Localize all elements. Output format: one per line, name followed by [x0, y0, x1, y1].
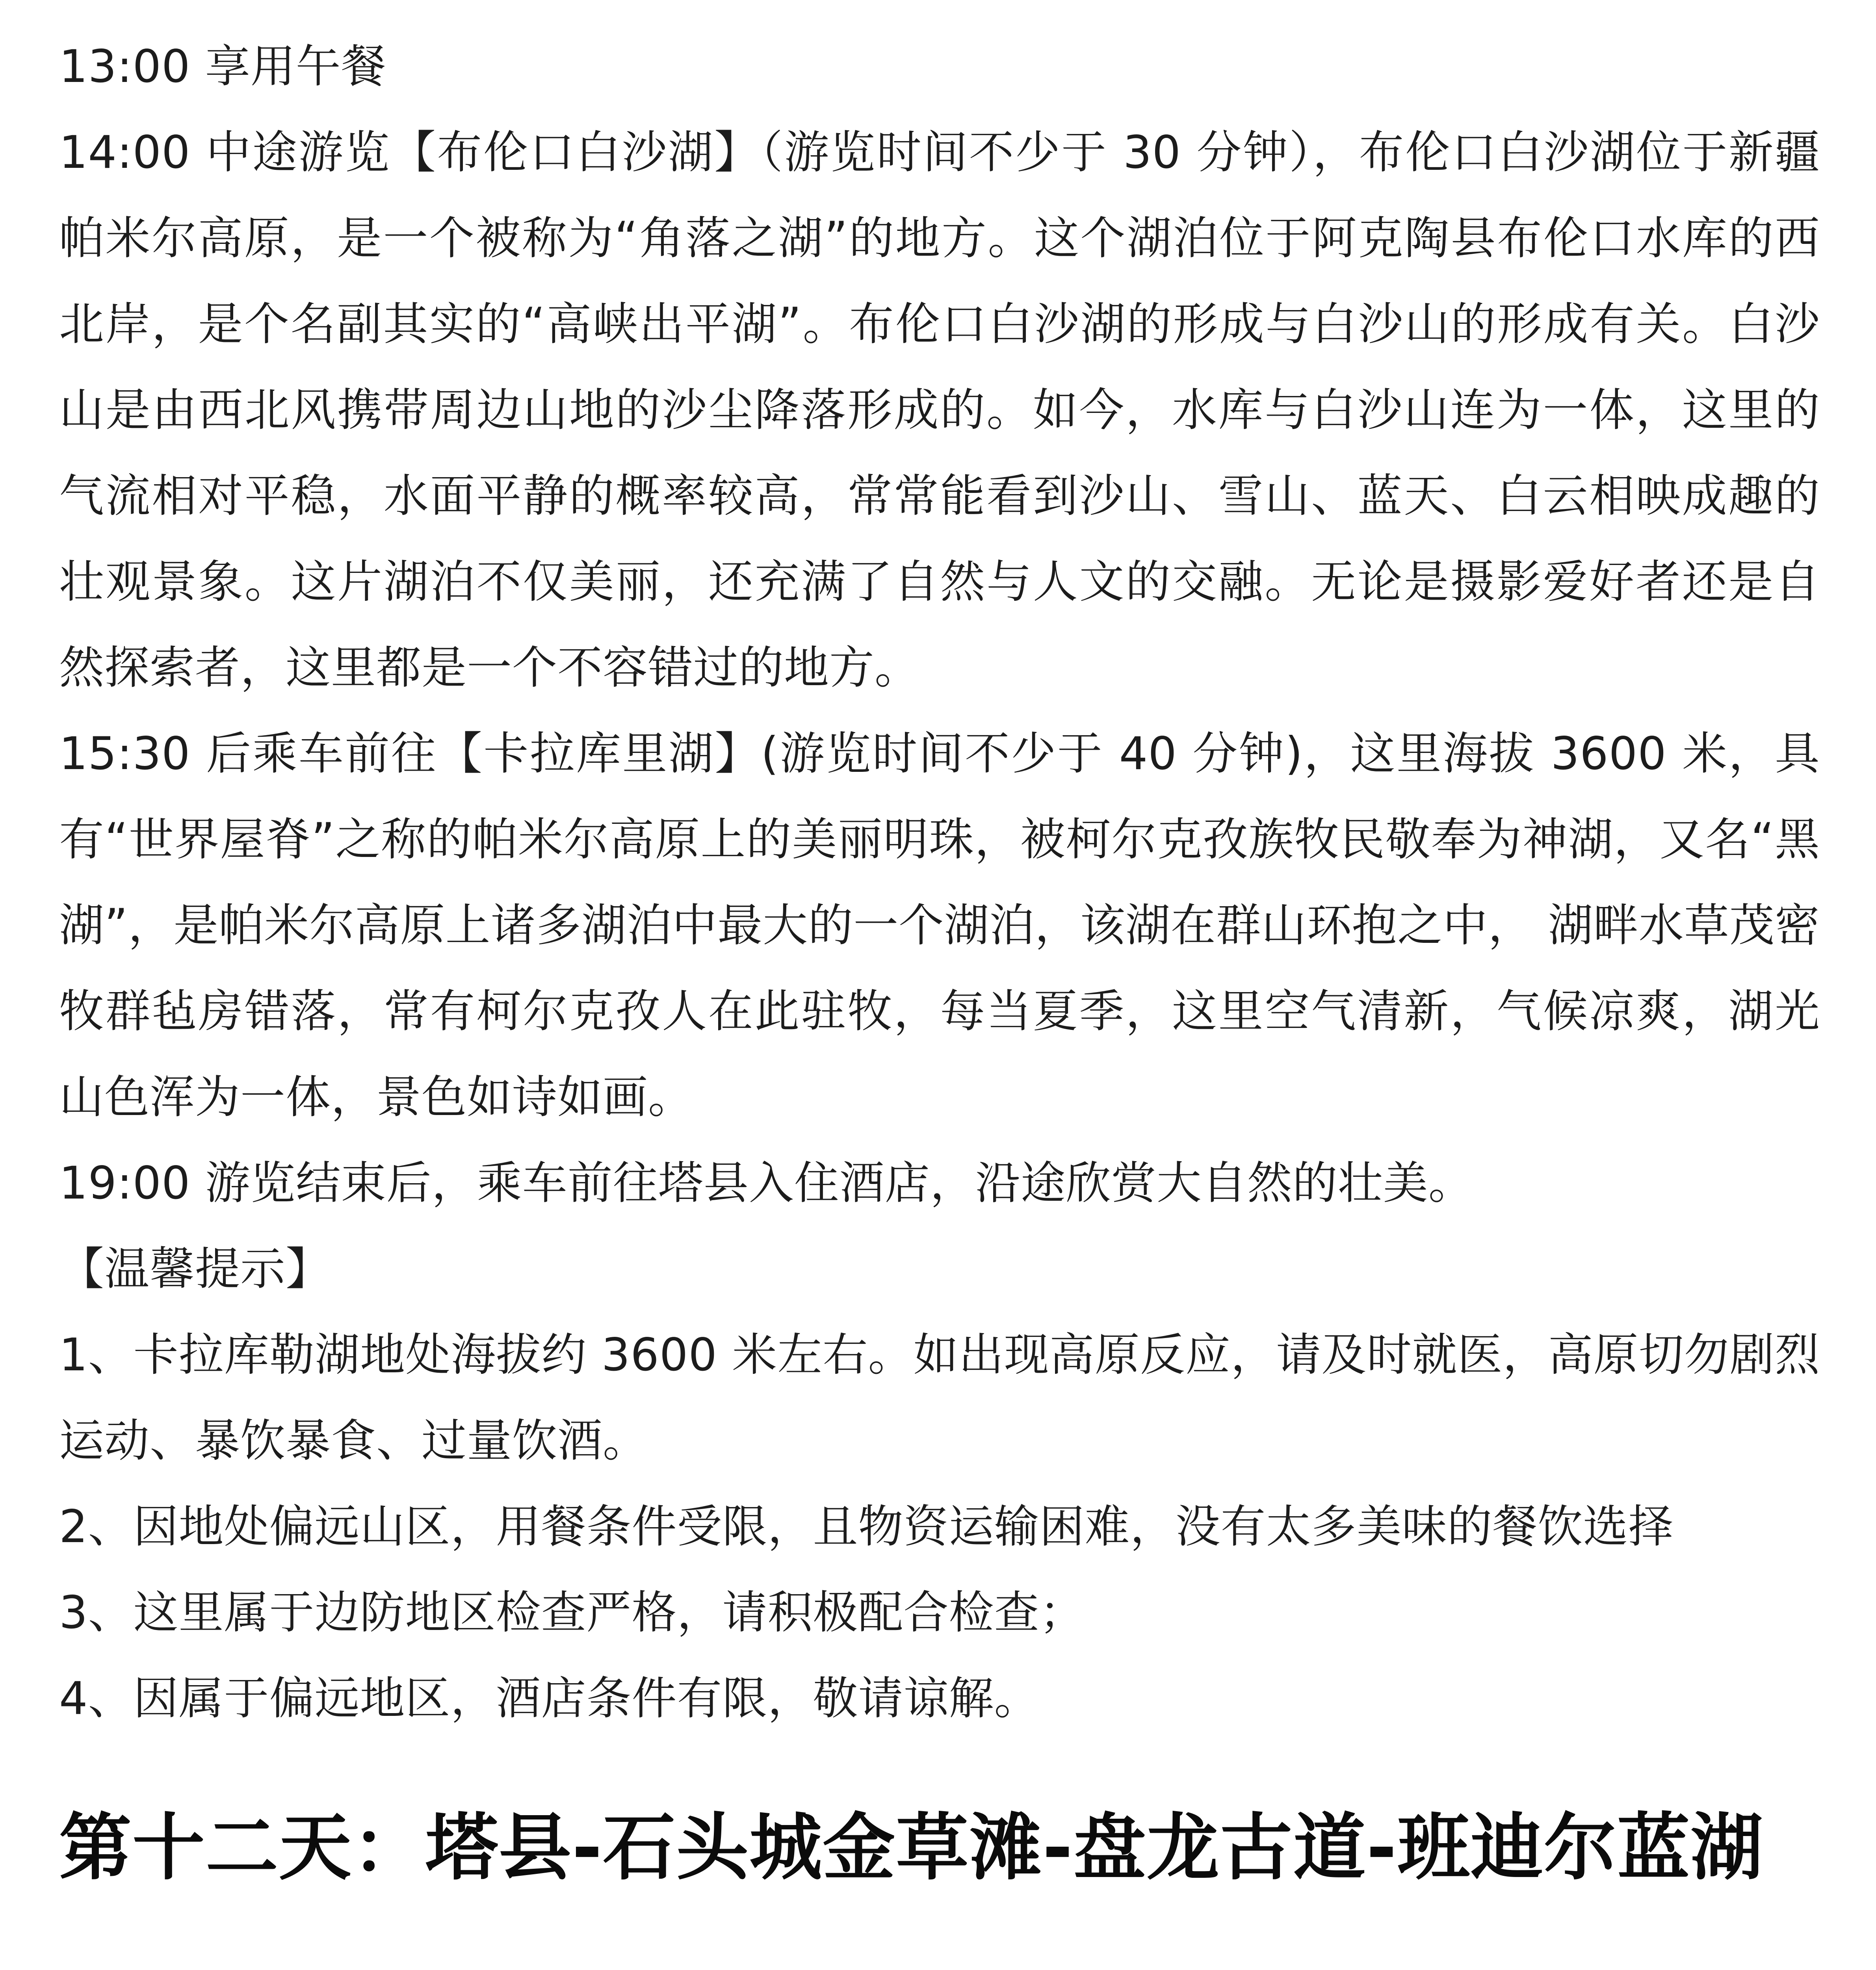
- itinerary-hotel-entry: 19:00 游览结束后，乘车前往塔县入住酒店，沿途欣赏大自然的壮美。: [59, 1157, 1474, 1209]
- tip-item-altitude: 1、卡拉库勒湖地处海拔约 3600 米左右。如出现高原反应，请及时就医，高原切勿剧烈运动、暴饮暴食、过量饮酒。: [59, 1329, 1820, 1467]
- tip-item-hotel: 4、因属于偏远地区，酒店条件有限，敬请谅解。: [59, 1672, 1040, 1725]
- itinerary-karakul-lake-entry: 15:30 后乘车前往【卡拉库里湖】(游览时间不少于 40 分钟)，这里海拔 3600 米，具有“世界屋脊”之称的帕米尔高原上的美丽明珠，被柯尔克孜族牧民敬奉为神湖，又名“黑湖”，是帕米尔高原上诸多湖泊中最大的一个湖泊，该湖在群山环抱之中， 湖畔水草茂密牧群毡房错落，常有柯尔克孜人在此驻牧，每当夏季，这里空气清新，气候凉爽，湖光山色浑为一体，景色如诗如画。: [59, 727, 1820, 1123]
- tip-item-border-check: 3、这里属于边防地区检查严格，请积极配合检查；: [59, 1586, 1085, 1639]
- tip-item-meals: 2、因地处偏远山区，用餐条件受限，且物资运输困难，没有太多美味的餐饮选择: [59, 1500, 1674, 1553]
- day-twelve-title-line1: 第十二天：塔县-石头城金草滩-盘龙古道-班迪尔蓝湖: [59, 1806, 1764, 1890]
- day-twelve-title-line2: [59, 1954, 1820, 1970]
- tips-heading: 【温馨提示】: [59, 1243, 331, 1295]
- document-page: [59, 24, 1820, 1970]
- itinerary-lunch-entry: 13:00 享用午餐: [59, 40, 386, 93]
- itinerary-bailun-lake-entry: 14:00 中途游览【布伦口白沙湖】（游览时间不少于 30 分钟），布伦口白沙湖位于新疆帕米尔高原，是一个被称为“角落之湖”的地方。这个湖泊位于阿克陶县布伦口水库的西北岸，是个名副其实的“高峡出平湖”。布伦口白沙湖的形成与白沙山的形成有关。白沙山是由西北风携带周边山地的沙尘降落形成的。如今，水库与白沙山连为一体，这里的气流相对平稳，水面平静的概率较高，常常能看到沙山、雪山、蓝天、白云相映成趣的壮观景象。这片湖泊不仅美丽，还充满了自然与人文的交融。无论是摄影爱好者还是自然探索者，这里都是一个不容错过的地方。: [59, 126, 1820, 694]
